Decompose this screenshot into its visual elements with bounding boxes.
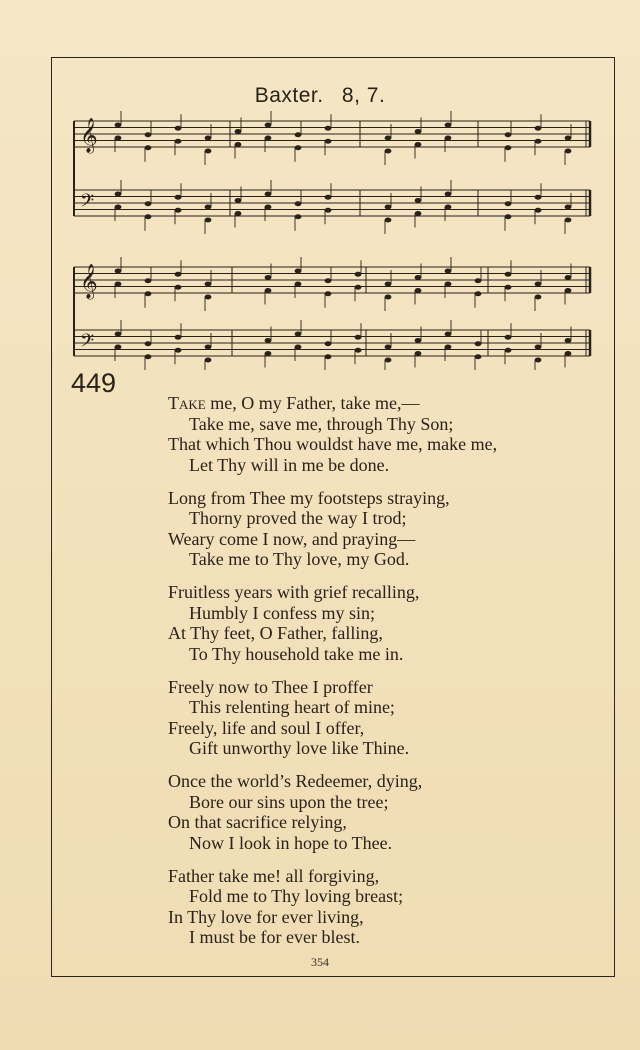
verse-line: Fold me to Thy loving breast; [189,886,404,906]
page-number: 354 [311,955,329,969]
verse-line: Freely, life and soul I offer, [168,717,365,738]
note [535,126,542,131]
verse-line: Weary come I now, and praying— [168,528,416,549]
treble-clef-icon: 𝄞 [80,264,98,299]
note [235,198,242,203]
note [535,345,542,350]
note [505,272,512,277]
stanza [168,582,588,664]
note [415,351,422,356]
verse-line: Thorny proved the way I trod; [189,508,407,528]
note [295,145,302,150]
bass-clef-icon: 𝄢 [80,191,95,216]
note [175,208,182,213]
note [115,136,122,141]
stanza [168,771,588,853]
note [445,282,452,287]
note [475,341,482,346]
note [115,345,122,350]
first-word: Take [168,393,206,413]
note [295,201,302,206]
verse-line: Freely now to Thee I proffer [168,676,373,697]
note [505,285,512,290]
bass-clef-icon: 𝄢 [80,331,95,356]
verse-line: Let Thy will in me be done. [189,454,390,475]
note [415,142,422,147]
music-score [0,0,640,370]
verse-line: Bore our sins upon the tree; [189,791,389,812]
note [325,341,332,346]
note [415,211,422,216]
note [115,269,122,274]
verse-line: This relenting heart of mine; [189,697,395,717]
stanza [168,393,588,475]
verse-line [168,393,588,414]
note [205,345,212,350]
note [145,214,152,219]
verse-line: Once the world’s Redeemer, dying, [168,771,423,791]
note [475,278,482,283]
note [265,275,272,280]
note [145,145,152,150]
note [325,126,332,131]
verse-line: Take me to Thy love, my God. [189,549,410,569]
note [355,272,362,277]
note [295,282,302,287]
note [175,195,182,200]
note [505,145,512,150]
note [145,341,152,346]
verse-line: Take me, save me, through Thy Son; [189,413,454,434]
note [505,335,512,340]
treble-clef-icon: 𝄞 [80,118,98,153]
first-line-rest: me, O my Father, take me,— [205,393,420,413]
note [325,291,332,296]
note [115,205,122,210]
note [325,278,332,283]
note [205,358,212,363]
note [565,149,572,154]
verse-line: At Thy feet, O Father, falling, [168,623,383,643]
verse-line: Gift unworthy love like Thine. [189,738,410,758]
note [445,345,452,350]
note [415,275,422,280]
note [205,136,212,141]
note [475,291,482,296]
note [265,338,272,343]
note [235,129,242,134]
note [265,351,272,356]
note [535,195,542,200]
note [325,354,332,359]
note [145,132,152,137]
note [145,201,152,206]
note [205,282,212,287]
note [565,275,572,280]
note [475,354,482,359]
note [505,214,512,219]
verse-line: Fruitless years with grief recalling, [168,582,420,602]
note [445,123,452,128]
note [325,195,332,200]
note [295,132,302,137]
note [565,351,572,356]
note [385,149,392,154]
note [535,208,542,213]
verse-line: Father take me! all forgiving, [168,865,380,886]
note [535,295,542,300]
note [385,136,392,141]
verse-line: In Thy love for ever living, [168,906,364,927]
note [295,345,302,350]
note [265,205,272,210]
note [325,208,332,213]
note [445,136,452,141]
note [265,192,272,197]
note [175,139,182,144]
note [415,338,422,343]
note [385,218,392,223]
note [355,335,362,340]
verse-line: Long from Thee my footsteps straying, [168,487,450,508]
verse-line: Now I look in hope to Thee. [189,832,393,853]
note [295,332,302,337]
note [295,214,302,219]
verse-line: That which Thou wouldst have me, make me, [168,434,498,454]
note [115,282,122,287]
note [115,123,122,128]
note [205,295,212,300]
note [145,278,152,283]
note [205,218,212,223]
note [565,205,572,210]
note [415,288,422,293]
note [235,211,242,216]
note [265,123,272,128]
note [535,139,542,144]
note [145,291,152,296]
note [175,285,182,290]
hymn-text [168,393,588,960]
tune-name: Baxter. [254,84,324,107]
note [325,139,332,144]
note [115,192,122,197]
note [415,129,422,134]
note [205,205,212,210]
hymn-number: 449 [71,368,117,398]
note [175,348,182,353]
note [565,288,572,293]
note [505,348,512,353]
verse-line: Humbly I confess my sin; [189,602,375,623]
note [295,269,302,274]
note [385,282,392,287]
note [535,282,542,287]
note [445,192,452,197]
note [565,136,572,141]
verse-line: On that sacrifice relying, [168,812,347,832]
stanza [168,488,588,570]
note [445,332,452,337]
note [385,358,392,363]
note [385,295,392,300]
note [385,345,392,350]
note [175,272,182,277]
note [115,332,122,337]
note [355,285,362,290]
note [145,354,152,359]
tune-meter: 8, 7. [341,84,386,107]
note [355,348,362,353]
note [235,142,242,147]
note [535,358,542,363]
note [175,126,182,131]
note [565,338,572,343]
note [415,198,422,203]
note [265,136,272,141]
note [385,205,392,210]
note [205,149,212,154]
note [505,132,512,137]
note [445,205,452,210]
stanza [168,677,588,759]
note [505,201,512,206]
note [565,218,572,223]
note [265,288,272,293]
note [175,335,182,340]
verse-line: I must be for ever blest. [189,927,360,947]
stanza [168,866,588,948]
verse-line: To Thy household take me in. [189,643,404,664]
note [445,269,452,274]
